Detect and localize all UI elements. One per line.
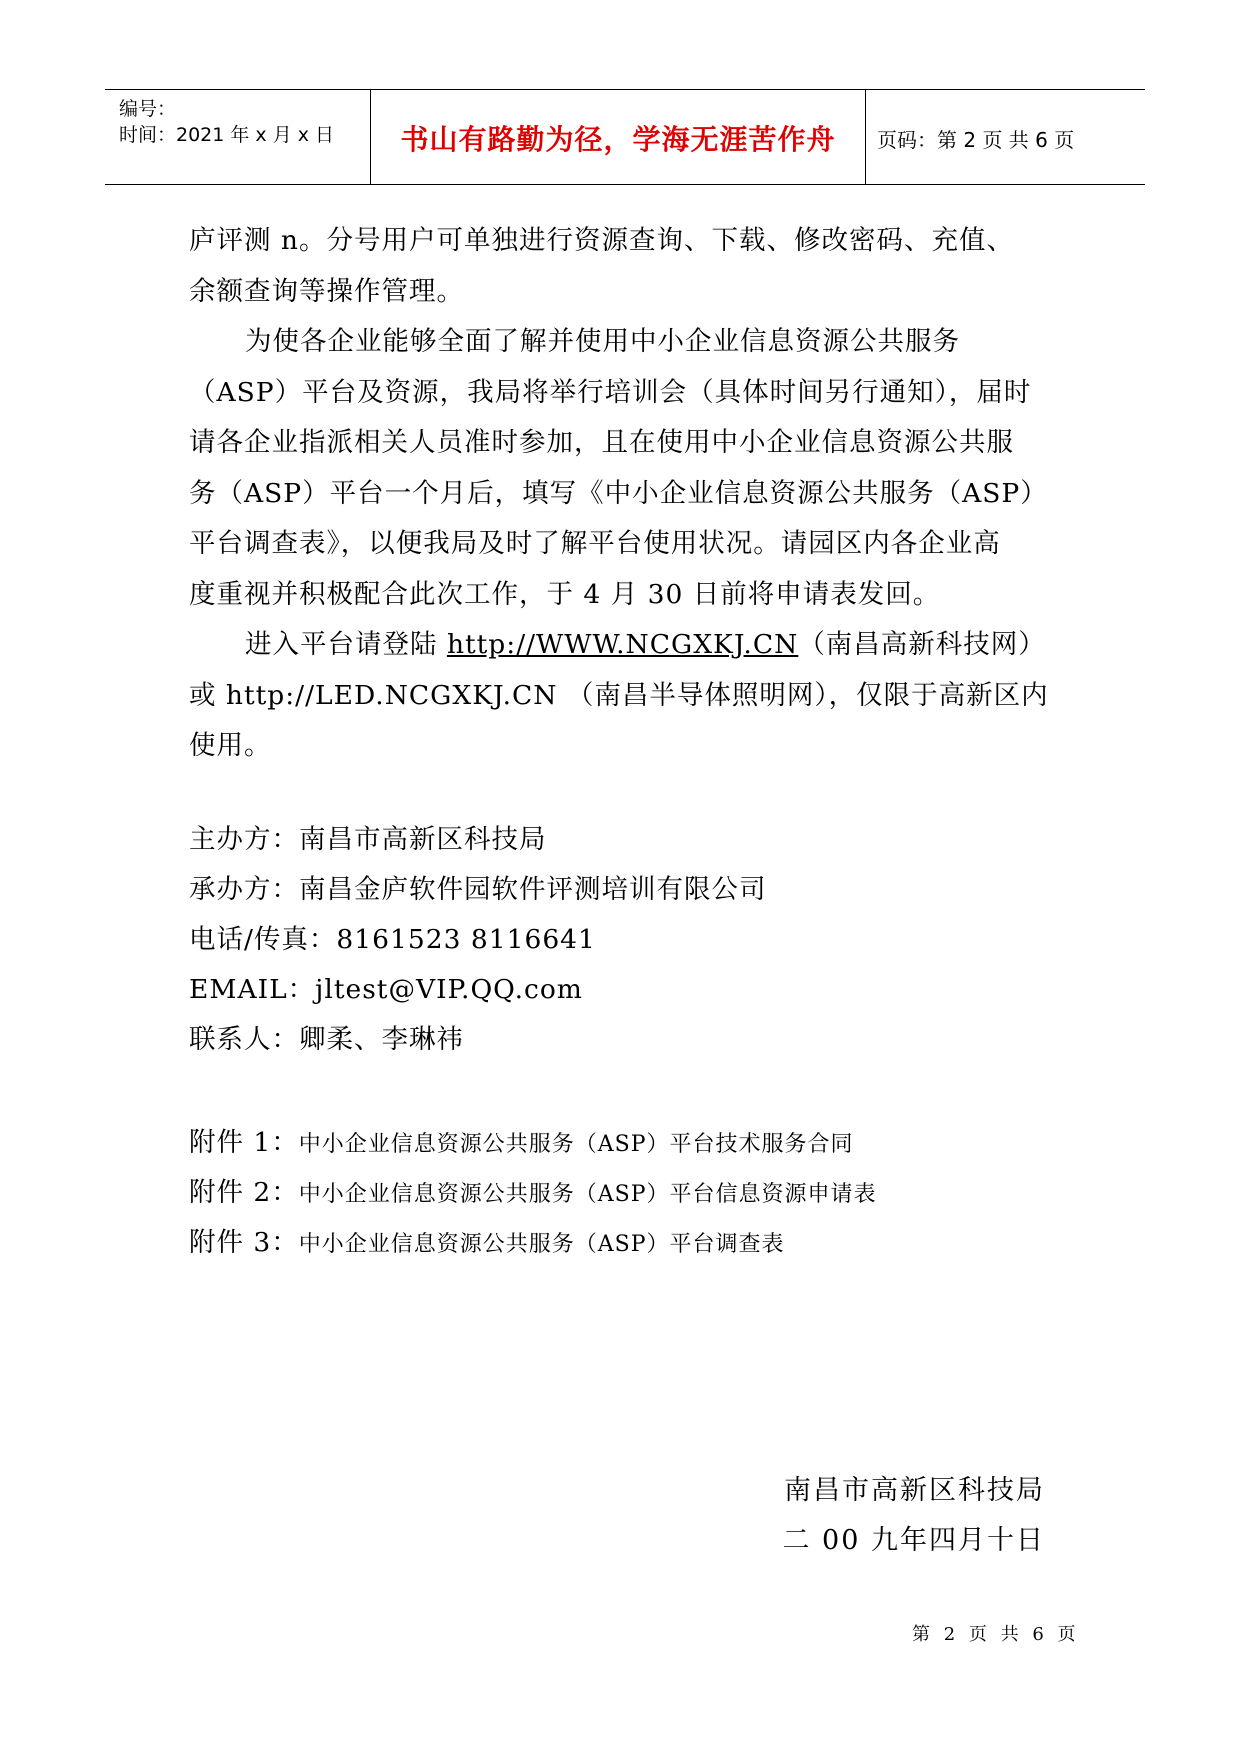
text-line: 为使各企业能够全面了解并使用中小企业信息资源公共服务 (245, 326, 960, 357)
email: EMAIL：jltest@VIP.QQ.com (189, 974, 583, 1005)
text-line: 平台调查表》，以便我局及时了解平台使用状况。请园区内各企业高 (189, 528, 1001, 559)
text-line: 使用。 (189, 730, 272, 761)
text-line: 请各企业指派相关人员准时参加，且在使用中小企业信息资源公共服 (189, 427, 1014, 458)
attachment-title: 中小企业信息资源公共服务（ASP）平台技术服务合同 (298, 1132, 854, 1157)
ncgxkj-link[interactable]: http://WWW.NCGXKJ.CN (446, 629, 799, 660)
text-line (189, 620, 1069, 671)
undertaker: 承办方：南昌金庐软件园软件评测培训有限公司 (189, 874, 767, 905)
organizer: 主办方：南昌市高新区科技局 (189, 824, 547, 855)
text-line: 度重视并积极配合此次工作，于 4 月 30 日前将申请表发回。 (189, 578, 941, 610)
text-line: 或 http://LED.NCGXKJ.CN （南昌半导体照明网），仅限于高新区内 (189, 679, 1049, 711)
attachment-title: 中小企业信息资源公共服务（ASP）平台调查表 (298, 1232, 785, 1257)
document-number: 编号： (119, 98, 177, 120)
attachment-item (189, 1120, 854, 1159)
text-line: 务（ASP）平台一个月后，填写《中小企业信息资源公共服务（ASP） (189, 477, 1048, 509)
header-right-cell (867, 90, 1145, 184)
paragraph-1 (189, 216, 1069, 317)
login-prefix: 进入平台请登陆 (245, 629, 447, 660)
header-page-number: 页码：第 2 页 共 6 页 (877, 128, 1075, 152)
text-line: 余额查询等操作管理。 (189, 275, 464, 307)
attachment-item (189, 1220, 785, 1259)
attachment-label: 附件 2： (189, 1177, 299, 1208)
signature-date: 二 00 九年四月十日 (782, 1525, 1045, 1556)
header-motto: 书山有路勤为径，学海无涯苦作舟 (400, 123, 836, 156)
attachment-label: 附件 1： (189, 1127, 299, 1158)
attachment-label: 附件 3： (189, 1227, 299, 1258)
header-center-cell (371, 90, 866, 184)
signature-org: 南昌市高新区科技局 (784, 1475, 1045, 1506)
login-suffix: （南昌高新科技网） (798, 629, 1046, 660)
document-time: 时间：2021 年 x 月 x 日 (119, 124, 335, 146)
footer-page-number: 第 2 页 共 6 页 (912, 1624, 1080, 1645)
contact-person: 联系人：卿柔、李琳祎 (189, 1024, 464, 1055)
header-left-cell (105, 90, 371, 184)
text-line: （ASP）平台及资源，我局将举行培训会（具体时间另行通知），届时 (189, 376, 1032, 408)
attachment-title: 中小企业信息资源公共服务（ASP）平台信息资源申请表 (298, 1182, 877, 1207)
attachment-item (189, 1170, 877, 1209)
page-header (105, 89, 1145, 185)
paragraph-3 (189, 620, 1069, 772)
phone-fax: 电话/传真：8161523 8116641 (189, 924, 596, 955)
paragraph-2 (189, 317, 1069, 620)
text-line: 庐评测 n。分号用户可单独进行资源查询、下载、修改密码、充值、 (189, 225, 1014, 256)
